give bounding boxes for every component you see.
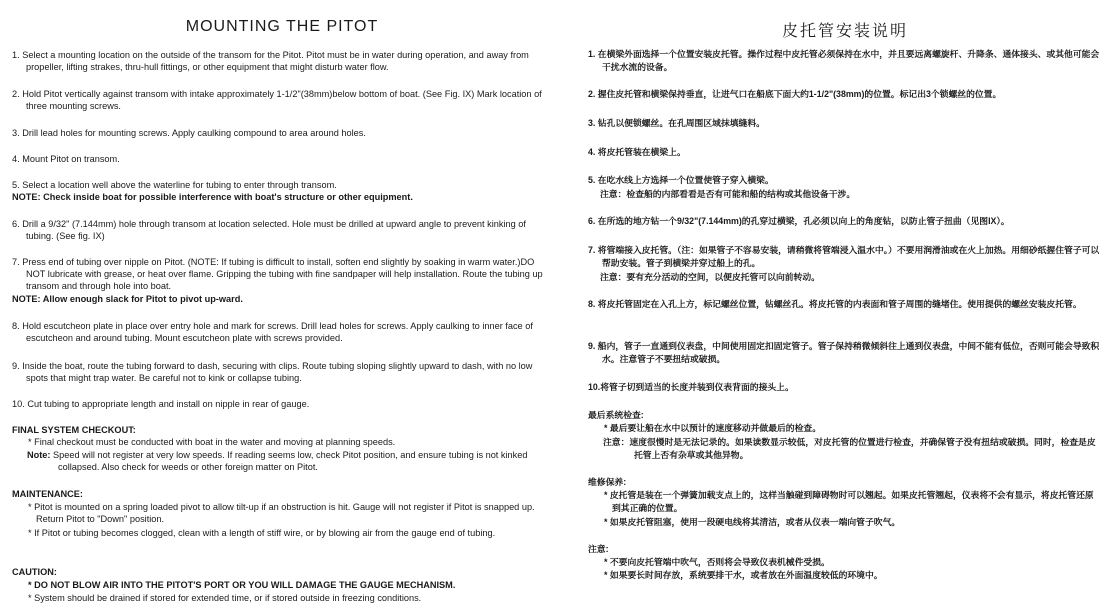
- en-maintenance-heading: MAINTENANCE:: [12, 489, 83, 499]
- en-maintenance-2: * If Pitot or tubing becomes clogged, clean with a length of stiff wire, or by blowing air from the gauge end of tubing.: [28, 528, 496, 538]
- en-step-8: 8. Hold escutcheon plate in place over entry hole and mark for screws. Drill lead holes for screws. Apply caulking to inner face of escutcheon and around tubing. Mount escutcheon plate with screws provided.: [12, 321, 533, 344]
- en-maintenance-1: * Pitot is mounted on a spring loaded pivot to allow tilt-up if an obstruction is hit. Gauge will not register if Pitot is snapped up. Return Pitot to "Down" position.: [28, 502, 535, 525]
- zh-final-checkout-heading: 最后系统检查:: [588, 410, 644, 420]
- zh-caution-heading: 注意:: [588, 544, 609, 554]
- zh-maintenance-2: * 如果皮托管阻塞，使用一段硬电线将其清洁，或者从仪表一端向管子吹气。: [604, 517, 901, 527]
- zh-caution-2: * 如果要长时间存放，系统要排干水，或者放在外面温度较低的环境中。: [604, 570, 883, 580]
- zh-step-3: 3. 钻孔以便锁螺丝。在孔周围区域抹填缝料。: [588, 118, 765, 128]
- en-step-5: 5. Select a location well above the waterline for tubing to enter through transom.: [12, 180, 337, 190]
- en-final-checkout-heading: FINAL SYSTEM CHECKOUT:: [12, 425, 136, 435]
- english-title: MOUNTING THE PITOT: [185, 18, 379, 35]
- english-column: [12, 0, 552, 616]
- zh-final-checkout-note: 注意：速度很慢时是无法记录的。如果读数显示较低，对皮托管的位置进行检查，并确保管子没有扭结或破损。同时，检查是皮托管上否有杂草或其他异物。: [603, 437, 1096, 461]
- zh-step-2: 2. 握住皮托管和横梁保持垂直，让进气口在船底下面大约1-1/2"(38mm)的位置。标记出3个锁螺丝的位置。: [588, 89, 1002, 99]
- en-final-note-lead: Note:: [27, 450, 51, 460]
- en-step-7: 7. Press end of tubing over nipple on Pitot. (NOTE: If tubing is difficult to install, soften end slightly by soaking in warm water.)DO NOT lubricate with grease, or heat over flame. Gripping the tubing with fine sandpaper will help installation. Route the tubing up transom and through hole into boat.: [12, 257, 543, 292]
- zh-step-5-note: 注意：检查船的内部看看是否有可能和船的结构或其他设备干涉。: [600, 189, 856, 199]
- zh-step-5: 5. 在吃水线上方选择一个位置使管子穿入横梁。: [588, 175, 774, 185]
- zh-step-7-note: 注意：要有充分活动的空间，以便皮托管可以向前转动。: [600, 272, 820, 282]
- en-step-7-note: NOTE: Allow enough slack for Pitot to pivot up-ward.: [12, 294, 243, 304]
- en-step-1: 1. Select a mounting location on the outside of the transom for the Pitot. Pitot must be in water during operation, and away from propeller, lifting strakes, thru-hull fittings, or other equipment that might disturb water flow.: [12, 50, 529, 73]
- en-caution-heading: CAUTION:: [12, 567, 57, 577]
- zh-caution-1: * 不要向皮托管端中吹气，否则将会导致仪表机械件受损。: [604, 557, 830, 567]
- en-step-5-note: NOTE: Check inside boat for possible interference with boat's structure or other equipment.: [12, 192, 413, 202]
- en-step-2: 2. Hold Pitot vertically against transom with intake approximately 1-1/2"(38mm)below bottom of boat. (See Fig. IX) Mark location of three mounting screws.: [12, 89, 542, 112]
- en-step-3: 3. Drill lead holes for mounting screws. Apply caulking compound to area around holes.: [12, 128, 366, 138]
- zh-step-9: 9. 船内，管子一直通到仪表盘，中间使用固定扣固定管子。管子保持稍微倾斜往上通到仪表盘，中间不能有低位，否则可能会导致积水。注意管子不要扭结或破损。: [588, 341, 1100, 365]
- zh-maintenance-1: * 皮托管是装在一个弹簧加载支点上的，这样当触碰到障碍物时可以翘起。如果皮托管翘起，仪表将不会有显示，将皮托管还原到其正确的位置。: [604, 490, 1094, 514]
- chinese-column: [588, 0, 1102, 616]
- chinese-title: 皮托管安装说明: [781, 23, 908, 40]
- en-step-4: 4. Mount Pitot on transom.: [12, 154, 120, 164]
- zh-step-7: 7. 将管端接入皮托管。（注：如果管子不容易安装，请稍微将管端浸入温水中。）不要用润滑油或在火上加热。用细砂纸握住管子可以帮助安装。管子到横梁并穿过船上的孔。: [588, 245, 1100, 269]
- zh-final-checkout-1: * 最后要让船在水中以预计的速度移动并做最后的检查。: [604, 423, 821, 433]
- en-final-checkout-1: * Final checkout must be conducted with boat in the water and moving at planning speeds.: [28, 437, 396, 447]
- zh-step-4: 4. 将皮托管装在横梁上。: [588, 147, 686, 157]
- en-final-checkout-note: [12, 449, 552, 473]
- en-caution-2: * System should be drained if stored for extended time, or if stored outside in freezing conditions.: [28, 593, 422, 603]
- zh-step-8: 8. 将皮托管固定在入孔上方，标记螺丝位置，钻螺丝孔。将皮托管的内表面和管子周围的缝堵住。使用提供的螺丝安装皮托管。: [588, 299, 1082, 309]
- en-caution-1: * DO NOT BLOW AIR INTO THE PITOT'S PORT OR YOU WILL DAMAGE THE GAUGE MECHANISM.: [28, 580, 456, 590]
- zh-maintenance-heading: 维修保养:: [588, 477, 627, 487]
- en-step-9: 9. Inside the boat, route the tubing forward to dash, securing with clips. Route tubing sloping slightly upward to dash, with no low spots that might trap water. Be careful not to kink or collapse tubing.: [12, 361, 533, 384]
- zh-step-6: 6. 在所选的地方钻一个9/32"(7.144mm)的孔穿过横梁，孔必须以向上的角度钻，以防止管子扭曲（见图IX）。: [588, 216, 1010, 226]
- en-step-10: 10. Cut tubing to appropriate length and install on nipple in rear of gauge.: [12, 399, 310, 409]
- en-final-note-text: Speed will not register at very low speeds. If reading seems low, check Pitot position, and ensure tubing is not kinked collapsed. Also check for weeds or other foreign matter on Pitot.: [50, 450, 528, 473]
- zh-step-10: 10.将管子切到适当的长度并装到仪表背面的接头上。: [588, 382, 794, 392]
- zh-step-1: 1. 在横梁外面选择一个位置安装皮托管。操作过程中皮托管必须保持在水中，并且要远离螺旋杆、升降条、通体接头、或其他可能会干扰水流的设备。: [588, 49, 1100, 73]
- en-step-6: 6. Drill a 9/32" (7.144mm) hole through transom at location selected. Hole must be drilled at upward angle to prevent kinking of tubing. (See fig. IX): [12, 219, 526, 242]
